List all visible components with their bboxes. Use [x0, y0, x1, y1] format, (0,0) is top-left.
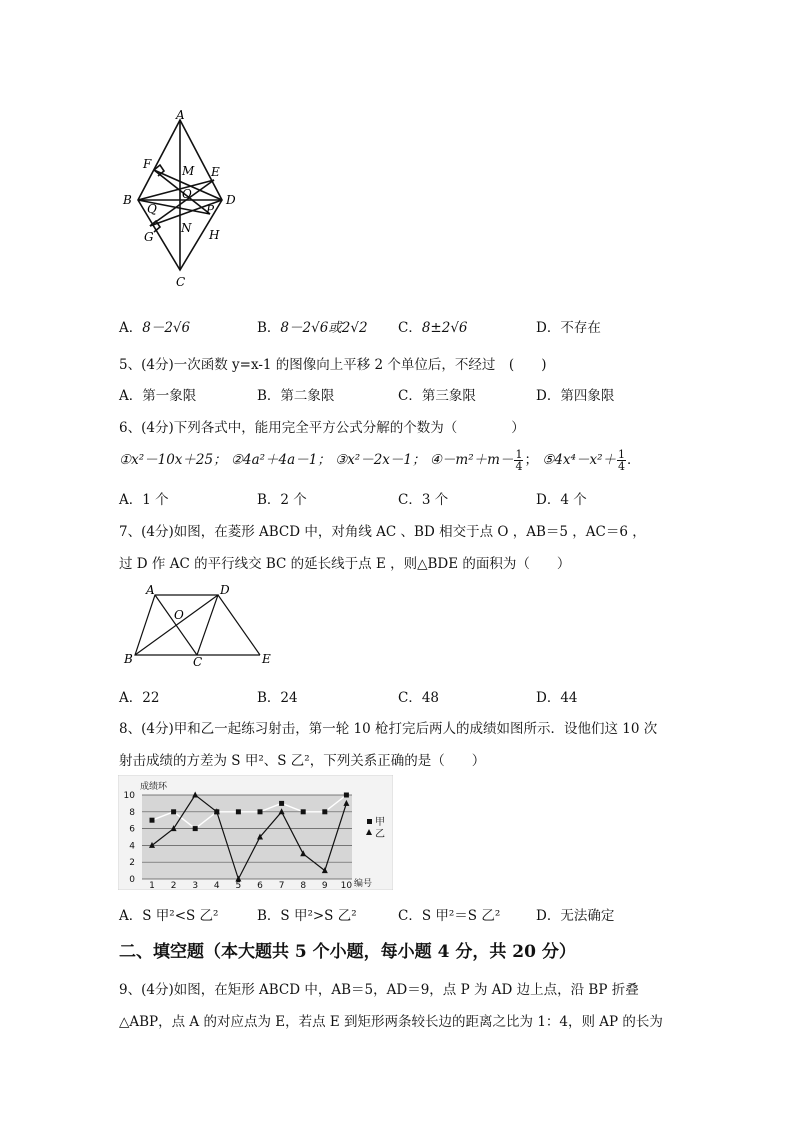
- q6-option-b[interactable]: B．2 个: [257, 492, 307, 508]
- label-D: D: [226, 193, 236, 207]
- label-P: P: [206, 203, 215, 217]
- x-tick-label-10: 10: [340, 881, 353, 890]
- q8-option-c[interactable]: C．S 甲²＝S 乙²: [398, 908, 501, 924]
- q8-option-d[interactable]: D．无法确定: [536, 908, 615, 924]
- q8-option-b[interactable]: B．S 甲²>S 乙²: [257, 908, 357, 924]
- label-A: A: [176, 108, 185, 122]
- label-Q: Q: [147, 202, 157, 216]
- q6-items: ①x²－10x＋25； ②4a²＋4a－1； ③x²－2x－1； ④－m²＋m－ $\frac{1}{4}$ ； ⑤4x⁴－x²＋ $\frac{1}{4}$ ．: [119, 448, 641, 473]
- legend-label-yi: 乙: [375, 829, 385, 840]
- label-H: H: [209, 228, 220, 242]
- q7-label-O: O: [174, 608, 184, 622]
- q5-option-b[interactable]: B．第二象限: [257, 388, 335, 404]
- x-axis-label: 编号: [354, 879, 373, 889]
- q6-option-c[interactable]: C．3 个: [398, 492, 449, 508]
- q5-stem: 5、(4分)一次函数 y=x-1 的图像向上平移 2 个单位后，不经过 ( ): [119, 357, 547, 373]
- q7-label-A: A: [146, 583, 155, 597]
- point-jia-5: [236, 809, 241, 814]
- x-tick-label-8: 8: [300, 881, 307, 890]
- label-O: O: [182, 187, 192, 201]
- q5-option-a[interactable]: A．第一象限: [119, 388, 197, 404]
- x-tick-label-2: 2: [170, 881, 177, 890]
- x-tick-label-9: 9: [321, 881, 328, 890]
- q7-label-C: C: [193, 655, 203, 668]
- x-tick-label-4: 4: [213, 881, 220, 890]
- legend-label-jia: 甲: [375, 817, 385, 828]
- q9-line1: 9、(4分)如图，在矩形 ABCD 中，AB＝5，AD＝9，点 P 为 AD 边上点，沿 BP 折叠: [119, 982, 639, 998]
- y-tick-label-8: 8: [129, 807, 135, 818]
- label-B: B: [123, 193, 132, 207]
- x-tick-label-5: 5: [235, 881, 242, 890]
- q4-option-c[interactable]: C．8±2√6: [398, 320, 468, 336]
- q6-item-4-fraction: $\frac{1}{4}$: [515, 448, 523, 473]
- q7-label-E: E: [262, 652, 271, 666]
- point-jia-2: [171, 809, 176, 814]
- q5-option-c[interactable]: C．第三象限: [398, 388, 476, 404]
- x-tick-label-7: 7: [278, 881, 285, 890]
- q4-option-d[interactable]: D．不存在: [536, 320, 601, 336]
- q7-stem-line1: 7、(4分)如图，在菱形 ABCD 中，对角线 AC 、BD 相交于点 O ，AB＝5 ，AC＝6 ，: [119, 524, 646, 540]
- q6-item-2: ②4a²＋4a－1；: [230, 452, 331, 468]
- q6-option-d[interactable]: D．4 个: [536, 492, 587, 508]
- point-jia-10: [344, 793, 349, 798]
- q7-option-b[interactable]: B．24: [257, 690, 298, 706]
- y-tick-label-0: 0: [129, 875, 135, 885]
- q8-option-a[interactable]: A．S 甲²<S 乙²: [119, 908, 219, 924]
- q4-option-b[interactable]: B．8－2√6或2√2: [257, 320, 368, 336]
- q9-line2: △ABP，点 A 的对应点为 E，若点 E 到矩形两条较长边的距离之比为 1：4，则 AP 的长为: [119, 1014, 663, 1030]
- label-N: N: [181, 221, 192, 235]
- q7-label-B: B: [124, 652, 133, 666]
- shooting-score-chart: [118, 775, 393, 890]
- y-tick-label-10: 10: [123, 791, 135, 801]
- legend-marker-jia-icon: [367, 819, 372, 824]
- y-tick-label-6: 6: [129, 824, 135, 835]
- q7-label-D: D: [220, 583, 230, 597]
- point-jia-8: [301, 809, 306, 814]
- point-jia-9: [322, 809, 327, 814]
- label-M: M: [182, 164, 195, 178]
- plot-area: [142, 795, 352, 879]
- q6-option-a[interactable]: A．1 个: [119, 492, 169, 508]
- section-2-title: 二、填空题（本大题共 5 个小题，每小题 4 分，共 20 分）: [119, 942, 576, 962]
- q8-stem-line2: 射击成绩的方差为 S 甲²、S 乙²，下列关系正确的是（ ）: [119, 753, 486, 769]
- x-tick-label-1: 1: [149, 881, 155, 890]
- point-jia-1: [150, 818, 155, 823]
- q7-option-d[interactable]: D．44: [536, 690, 578, 706]
- q7-option-a[interactable]: A．22: [119, 690, 160, 706]
- q6-stem: 6、(4分)下列各式中，能用完全平方公式分解的个数为（ ）: [119, 420, 525, 436]
- q8-stem-line1: 8、(4分)甲和乙一起练习射击，第一轮 10 枪打完后两人的成绩如图所示．设他们这 10 次: [119, 721, 658, 737]
- q5-option-d[interactable]: D．第四象限: [536, 388, 615, 404]
- chart-title: 成绩环: [140, 782, 168, 792]
- q7-stem-line2: 过 D 作 AC 的平行线交 BC 的延长线于点 E ，则△BDE 的面积为（ ）: [119, 556, 571, 572]
- x-tick-label-3: 3: [192, 881, 199, 890]
- q6-item-1: ①x²－10x＋25；: [119, 452, 227, 468]
- point-jia-7: [279, 801, 284, 806]
- y-tick-label-2: 2: [129, 858, 135, 869]
- x-tick-label-6: 6: [257, 881, 263, 890]
- label-E: E: [211, 165, 220, 179]
- label-F: F: [143, 157, 152, 171]
- q6-item-5: ⑤4x⁴－x²＋: [542, 452, 616, 468]
- q6-item-3: ③x²－2x－1；: [335, 452, 426, 468]
- point-jia-3: [193, 826, 198, 831]
- label-C: C: [176, 275, 186, 289]
- q7-option-c[interactable]: C．48: [398, 690, 440, 706]
- y-tick-label-4: 4: [129, 841, 135, 852]
- q6-item-4: ④－m²＋m－: [429, 452, 514, 468]
- point-jia-6: [258, 809, 263, 814]
- rhombus-figure: [118, 108, 248, 293]
- label-G: G: [144, 230, 154, 244]
- parallelogram-figure: [120, 583, 280, 668]
- q4-option-a[interactable]: A．8－2√6: [119, 320, 191, 336]
- q6-item-5-fraction: $\frac{1}{4}$: [617, 448, 625, 473]
